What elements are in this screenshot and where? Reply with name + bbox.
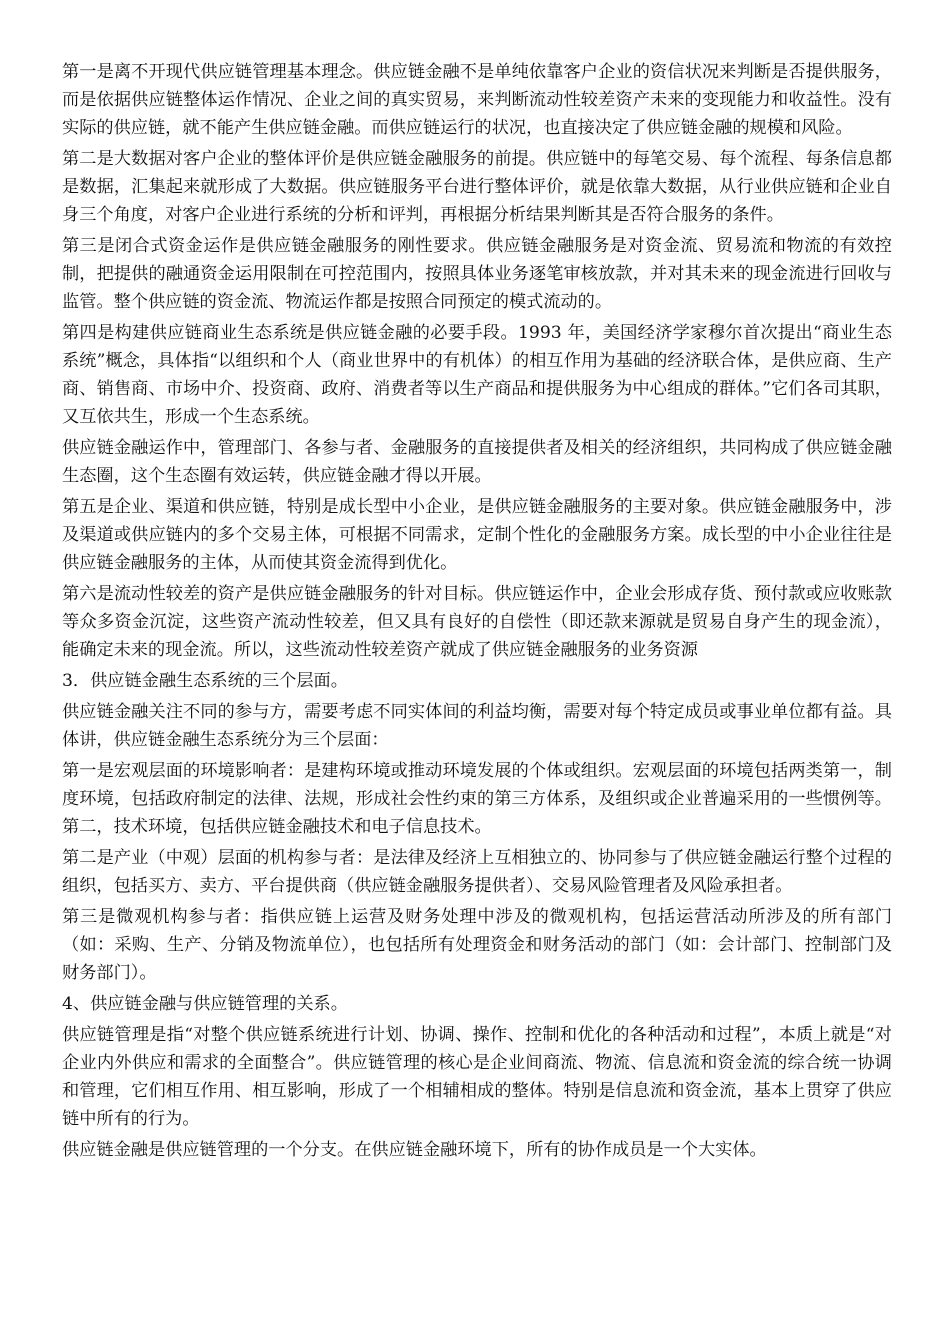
paragraph-5: 供应链金融运作中，管理部门、各参与者、金融服务的直接提供者及相关的经济组织，共同构成了供应链金融生态圈，这个生态圈有效运转，供应链金融才得以开展。 xyxy=(62,438,892,486)
section-heading-3: 3．供应链金融生态系统的三个层面。 xyxy=(62,671,348,691)
paragraph-11: 第二是产业（中观）层面的机构参与者：是法律及经济上互相独立的、协同参与了供应链金融运行整个过程的组织，包括买方、卖方、平台提供商（供应链金融服务提供者）、交易风险管理者及风险承担者。 xyxy=(62,848,892,896)
paragraph-7: 第六是流动性较差的资产是供应链金融服务的针对目标。供应链运作中，企业会形成存货、预付款或应收账款等众多资金沉淀，这些资产流动性较差，但又具有良好的自偿性（即还款来源就是贸易自身产生的现金流），能确定未来的现金流。所以，这些流动性较差资产就成了供应链金融服务的业务资源 xyxy=(62,584,892,660)
section-heading-4: 4、供应链金融与供应链管理的关系。 xyxy=(62,994,348,1014)
document-page xyxy=(62,58,892,1167)
paragraph-12: 第三是微观机构参与者：指供应链上运营及财务处理中涉及的微观机构，包括运营活动所涉及的所有部门（如：采购、生产、分销及物流单位），也包括所有处理资金和财务活动的部门（如：会计部门、控制部门及财务部门）。 xyxy=(62,907,892,983)
paragraph-15: 供应链金融是供应链管理的一个分支。在供应链金融环境下，所有的协作成员是一个大实体。 xyxy=(62,1140,767,1160)
paragraph-10: 第一是宏观层面的环境影响者：是建构环境或推动环境发展的个体或组织。宏观层面的环境包括两类第一，制度环境，包括政府制定的法律、法规，形成社会性约束的第三方体系，及组织或企业普遍采用的一些惯例等。第二，技术环境，包括供应链金融技术和电子信息技术。 xyxy=(62,761,892,837)
paragraph-1: 第一是离不开现代供应链管理基本理念。供应链金融不是单纯依靠客户企业的资信状况来判断是否提供服务，而是依据供应链整体运作情况、企业之间的真实贸易，来判断流动性较差资产未来的变现能力和收益性。没有实际的供应链，就不能产生供应链金融。而供应链运行的状况，也直接决定了供应链金融的规模和风险。 xyxy=(62,62,892,138)
paragraph-14: 供应链管理是指“对整个供应链系统进行计划、协调、操作、控制和优化的各种活动和过程”，本质上就是“对企业内外供应和需求的全面整合”。供应链管理的核心是企业间商流、物流、信息流和资金流的综合统一协调和管理，它们相互作用、相互影响，形成了一个相辅相成的整体。特别是信息流和资金流，基本上贯穿了供应链中所有的行为。 xyxy=(62,1025,892,1129)
paragraph-6: 第五是企业、渠道和供应链，特别是成长型中小企业，是供应链金融服务的主要对象。供应链金融服务中，涉及渠道或供应链内的多个交易主体，可根据不同需求，定制个性化的金融服务方案。成长型的中小企业往往是供应链金融服务的主体，从而使其资金流得到优化。 xyxy=(62,497,892,573)
paragraph-4: 第四是构建供应链商业生态系统是供应链金融的必要手段。1993 年，美国经济学家穆尔首次提出“商业生态系统”概念，具体指“以组织和个人（商业世界中的有机体）的相互作用为基础的经济联合体，是供应商、生产商、销售商、市场中介、投资商、政府、消费者等以生产商品和提供服务为中心组成的群体。”它们各司其职，又互依共生，形成一个生态系统。 xyxy=(62,323,892,427)
paragraph-9: 供应链金融关注不同的参与方，需要考虑不同实体间的利益均衡，需要对每个特定成员或事业单位都有益。具体讲，供应链金融生态系统分为三个层面： xyxy=(62,702,892,750)
paragraph-3: 第三是闭合式资金运作是供应链金融服务的刚性要求。供应链金融服务是对资金流、贸易流和物流的有效控制，把提供的融通资金运用限制在可控范围内，按照具体业务逐笔审核放款，并对其未来的现金流进行回收与监管。整个供应链的资金流、物流运作都是按照合同预定的模式流动的。 xyxy=(62,236,892,312)
paragraph-2: 第二是大数据对客户企业的整体评价是供应链金融服务的前提。供应链中的每笔交易、每个流程、每条信息都是数据，汇集起来就形成了大数据。供应链服务平台进行整体评价，就是依靠大数据，从行业供应链和企业自身三个角度，对客户企业进行系统的分析和评判，再根据分析结果判断其是否符合服务的条件。 xyxy=(62,149,892,225)
